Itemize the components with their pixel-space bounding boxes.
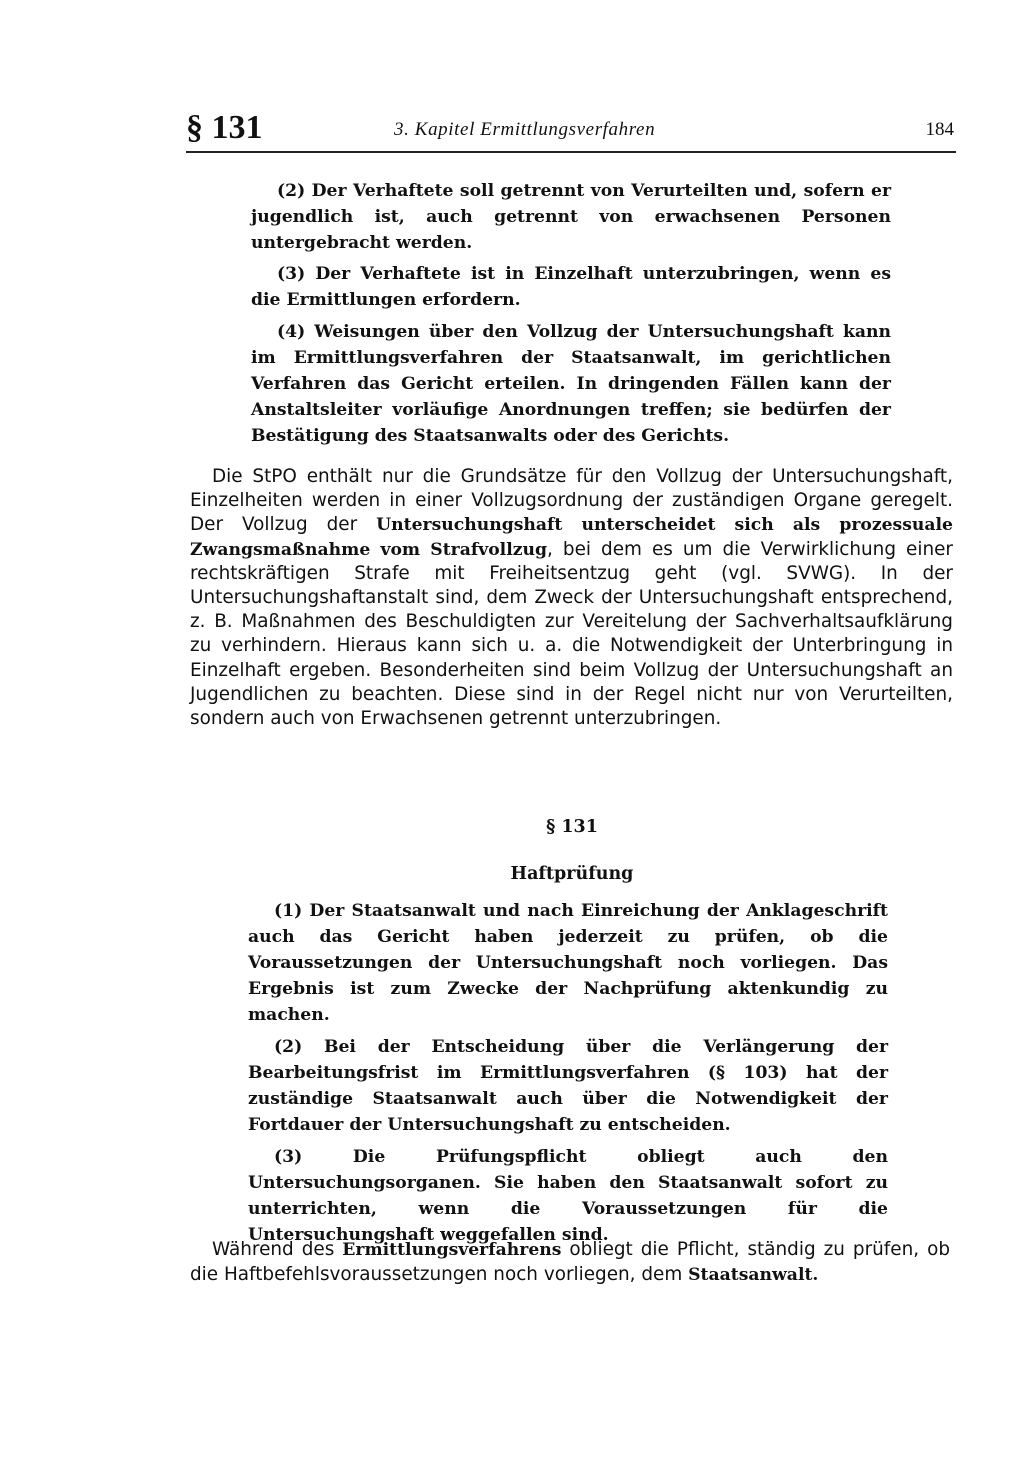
header-chapter-title: 3. Kapitel Ermittlungsverfahren	[394, 119, 656, 140]
closing-text	[190, 1238, 950, 1287]
commentary-text-part: , bei dem es um die Verwirklichung einer rechtskräftigen Strafe mit Freiheitsentzug geht (vgl. SVWG). In der Untersuchungshaftanstalt sind, dem Zweck der Untersuchungshaft entsprechend, z. B. Maßnahmen des Beschuldigten zur Vereitelung der Sachverhaltsaufklärung zu verhindern. Hieraus kann sich u. a. die Notwendigkeit der Unterbringung in Einzelhaft ergeben. Besonderheiten sind beim Vollzug der Untersuchungshaft an Jugendlichen zu beachten. Diese sind in der Regel nicht nur von Verurteilten, sondern auch von Erwachsenen getrennt unterzubringen.	[190, 538, 953, 730]
page-header	[186, 108, 956, 152]
law-paragraph: (3) Die Prüfungspflicht obliegt auch den Untersuchungsorganen. Sie haben den Staatsanwalt sofort zu unterrichten, wenn die Voraussetzungen für die Untersuchungshaft weggefallen sind.	[248, 1147, 888, 1245]
law-paragraph: (4) Weisungen über den Vollzug der Untersuchungshaft kann im Ermittlungsverfahren der Staatsanwalt, im gerichtlichen Verfahren das Gericht erteilen. In dringenden Fällen kann der Anstaltsleiter vorläufige Anordnungen treffen; sie bedürfen der Bestätigung des Staatsanwalts oder des Gerichts.	[251, 322, 891, 446]
commentary-text-part: Die StPO enthält nur die Grundsätze für den Vollzug der Untersuchungshaft, Einzelheiten werden in einer Vollzugsordnung der zuständigen Organe geregelt. Der Vollzug der	[190, 466, 953, 536]
closing-paragraph	[190, 1238, 950, 1287]
law-text-block-2	[248, 898, 888, 1254]
closing-emphasis: Staatsanwalt.	[688, 1264, 819, 1285]
header-section-number: § 131	[186, 109, 263, 146]
commentary-emphasis: Untersuchungshaft unterscheidet sich als prozessuale Zwangsmaßnahme vom Strafvollzug	[190, 515, 953, 560]
commentary-paragraph	[190, 465, 953, 731]
closing-text-part: Während des	[212, 1239, 343, 1260]
law-text-block-1	[251, 178, 891, 454]
law-paragraph: (3) Der Verhaftete ist in Einzelhaft unterzubringen, wenn es die Ermittlungen erfordern.	[251, 264, 891, 310]
closing-emphasis: Ermittlungsverfahrens	[342, 1240, 562, 1260]
closing-text-part: obliegt die Pflicht, ständig zu prüfen, ob die Haftbefehlsvoraussetzungen noch vorliegen, dem	[190, 1239, 951, 1285]
section-number: § 131	[546, 817, 598, 837]
section-title: Haftprüfung	[510, 864, 634, 884]
law-paragraph: (1) Der Staatsanwalt und nach Einreichung der Anklageschrift auch das Gericht haben jederzeit zu prüfen, ob die Voraussetzungen der Untersuchungshaft noch vorliegen. Das Ergebnis ist zum Zwecke der Nachprüfung aktenkundig zu machen.	[248, 901, 888, 1025]
page-number: 184	[925, 119, 954, 140]
commentary-text	[190, 465, 953, 731]
law-paragraph: (2) Der Verhaftete soll getrennt von Verurteilten und, sofern er jugendlich ist, auch getrennt von erwachsenen Personen untergebracht werden.	[251, 181, 891, 253]
header-rule	[186, 151, 956, 153]
law-paragraph: (2) Bei der Entscheidung über die Verlängerung der Bearbeitungsfrist im Ermittlungsverfahren (§ 103) hat der zuständige Staatsanwalt auch über die Notwendigkeit der Fortdauer der Untersuchungshaft zu entscheiden.	[248, 1037, 888, 1135]
